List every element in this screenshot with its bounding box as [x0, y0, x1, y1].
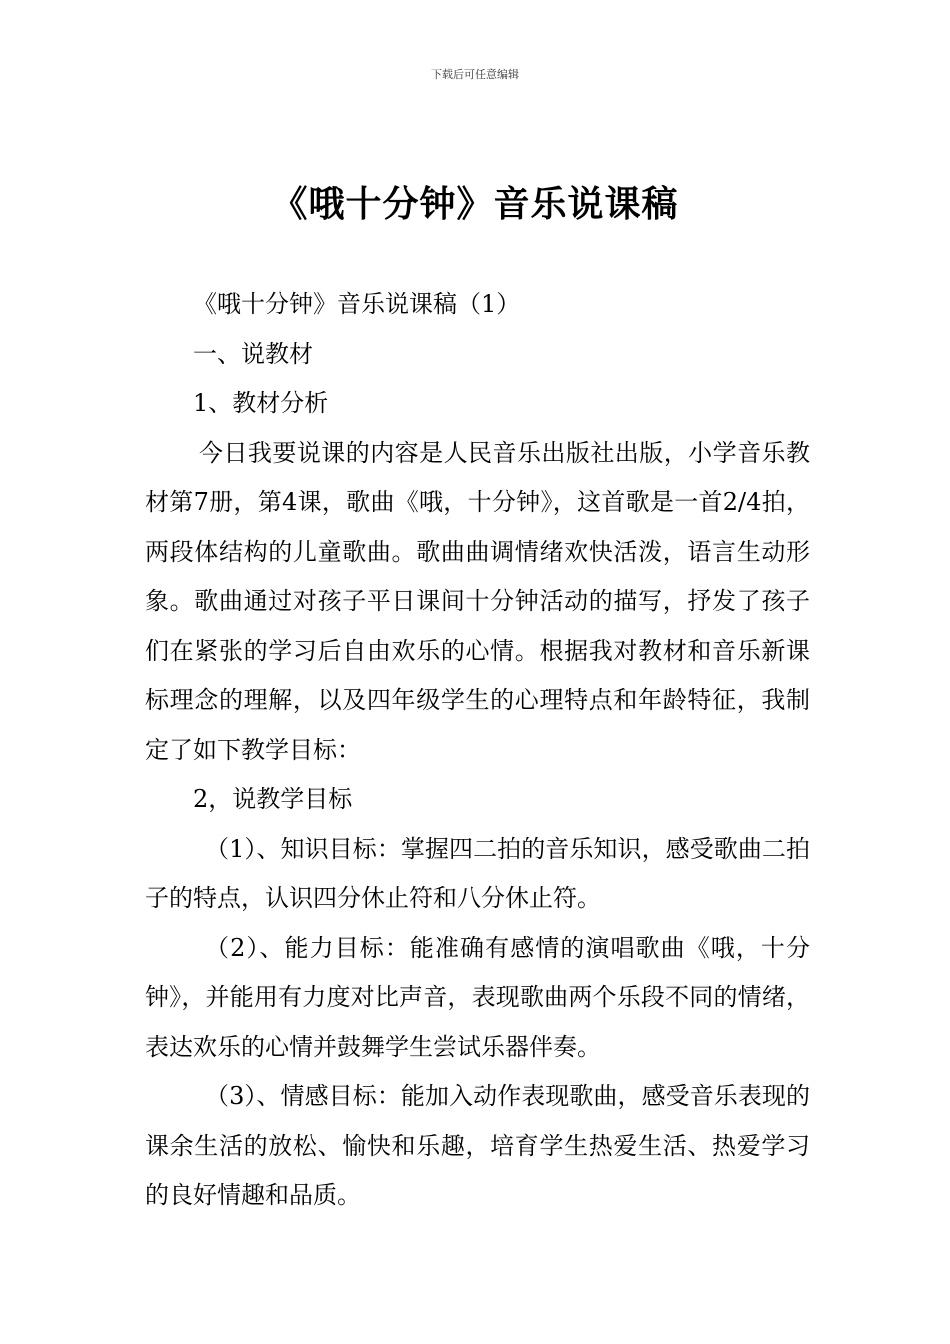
objective-item: （2）、能力目标：能准确有感情的演唱歌曲《哦，十分钟》，并能用有力度对比声音，表现歌曲两个乐段不同的情绪，表达欢乐的心情并鼓舞学生尝试乐器伴奏。 [145, 933, 810, 1061]
subsection-heading: 1、教材分析 [193, 389, 329, 417]
objective-item: （1）、知识目标：掌握四二拍的音乐知识，感受歌曲二拍子的特点，认识四分休止符和八分休止符。 [145, 834, 810, 912]
page-header-note: 下载后可任意编辑 [431, 68, 519, 81]
section-subtitle: 《哦十分钟》音乐说课稿（1） [193, 290, 521, 318]
section-heading: 一、说教材 [193, 339, 313, 368]
document-body [145, 280, 810, 1221]
body-paragraph: 今日我要说课的内容是人民音乐出版社出版，小学音乐教材第7册，第4课，歌曲《哦，十分钟》，这首歌是一首2/4拍，两段体结构的儿童歌曲。歌曲曲调情绪欢快活泼，语言生动形象。歌曲通过对孩子平日课间十分钟活动的描写，抒发了孩子们在紧张的学习后自由欢乐的心情。根据我对教材和音乐新课标理念的理解，以及四年级学生的心理特点和年龄特征，我制定了如下教学目标： [145, 438, 810, 764]
subsection-heading: 2，说教学目标 [193, 785, 353, 813]
objective-item: （3）、情感目标：能加入动作表现歌曲，感受音乐表现的课余生活的放松、愉快和乐趣，培育学生热爱生活、热爱学习的良好情趣和品质。 [145, 1082, 810, 1209]
document-title: 《哦十分钟》音乐说课稿 [271, 184, 679, 225]
